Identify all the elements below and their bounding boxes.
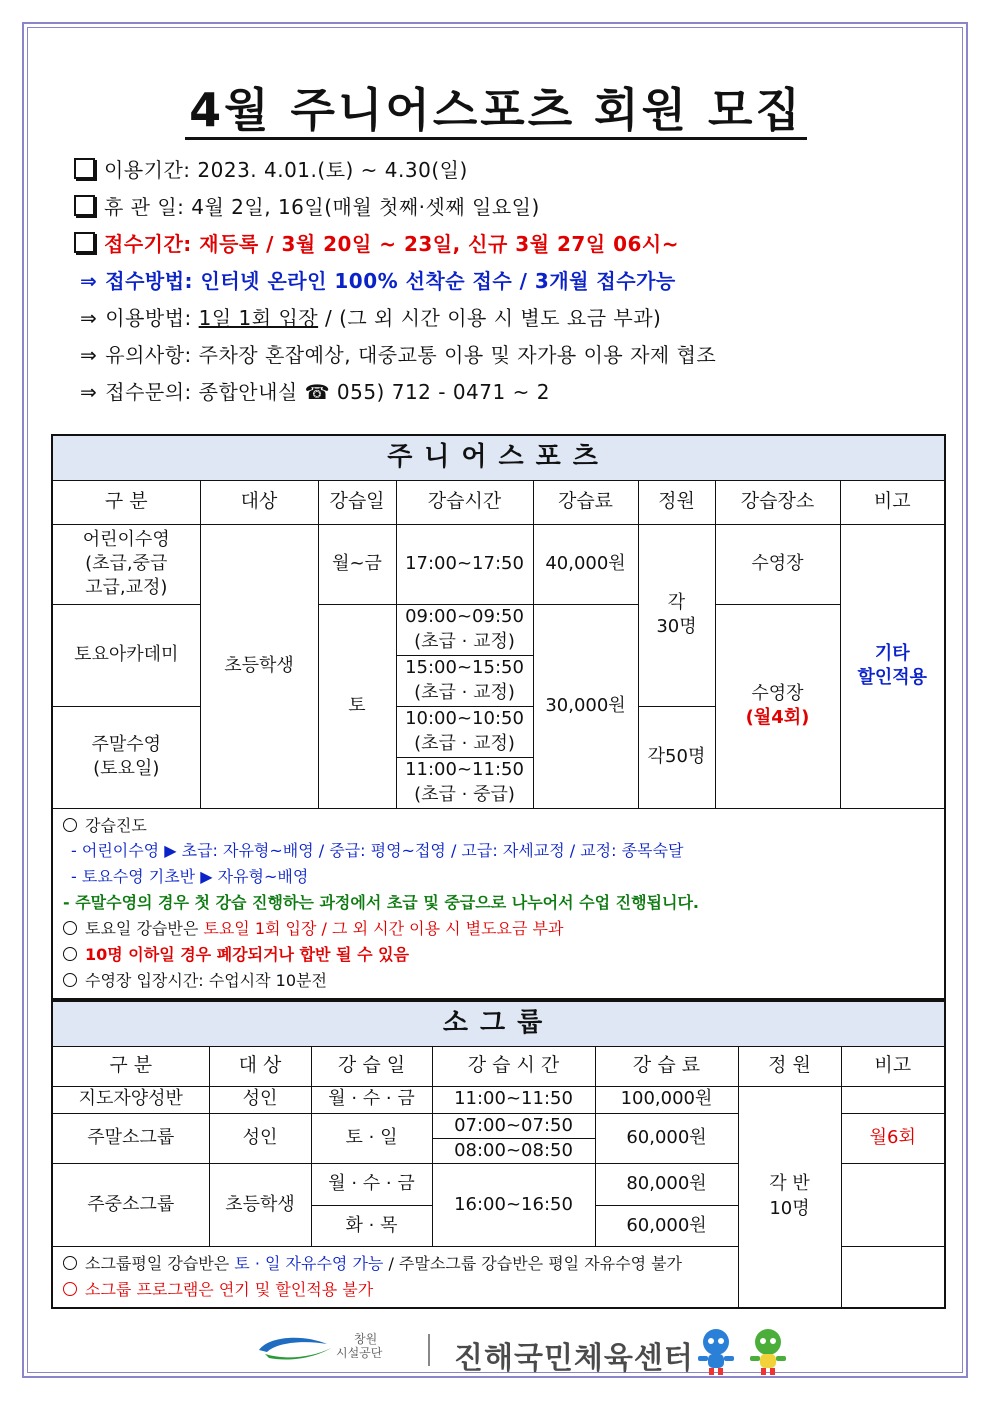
circle-bullet-icon: [63, 1256, 77, 1270]
fee-cell: 100,000원: [595, 1086, 738, 1113]
note-cell: [841, 1164, 945, 1247]
capacity-cell: 각50명: [638, 706, 715, 808]
small-group-notes: 소그룹평일 강습반은 토 · 일 자유수영 가능 / 주말소그룹 강습반은 평일 자유수영 불가 소그룹 프로그램은 연기 및 할인적용 불가: [52, 1247, 945, 1308]
changwon-logo-icon: [255, 1332, 335, 1362]
info-section: [70, 152, 950, 411]
junior-band: 주니어스포츠: [52, 435, 945, 480]
arrow-icon: ⇒: [80, 306, 98, 330]
usage-line: ⇒ 이용방법: 1일 1회 입장 / (그 외 시간 이용 시 별도 요금 부과): [80, 306, 662, 330]
col-header: 정원: [638, 480, 715, 524]
day-cell: 월 · 수 · 금: [311, 1164, 432, 1206]
col-header: 대상: [200, 480, 318, 524]
arrow-icon: ⇒: [80, 343, 98, 367]
junior-sports-table: [51, 434, 946, 1000]
col-header: 강 습 료: [595, 1046, 738, 1086]
time-cell: 09:00~09:50 (초급 · 교정): [396, 604, 533, 655]
arrow-icon: ⇒: [80, 269, 98, 293]
time-cell: 11:00~11:50: [432, 1086, 595, 1113]
program-name: 지도자양성반: [52, 1086, 209, 1113]
fee-cell: 30,000원: [533, 604, 638, 808]
fee-cell: 80,000원: [595, 1164, 738, 1206]
checkbox-icon: [74, 195, 95, 216]
target-cell: 초등학생: [209, 1164, 311, 1247]
program-name: 주말수영 (토요일): [52, 706, 200, 808]
capacity-cell: 각 30명: [638, 524, 715, 706]
org-name-small: 창원 시설공단: [336, 1332, 383, 1361]
caution-line: ⇒ 유의사항: 주차장 혼잡예상, 대중교통 이용 및 자가용 이용 자제 협조: [80, 343, 717, 367]
junior-notes: 강습진도 - 어린이수영 ▶ 초급: 자유형~배영 / 중급: 평영~접영 / 고급: 자세교정 / 교정: 종목숙달 - 토요수영 기초반 ▶ 자유형~배영 - 주말수영의 경우 첫 강습 진행하는 과정에서 초급 및 중급으로 나누어서 수업 진행됩니다. 토요일 강습반은 토요일 1회 입장 / 그 외 시간 이용 시 별도요금 부과 10명 이하일 경우 폐강되거나 합반 될 수 있음 수영장 입장시간: 수업시작 10분전: [52, 808, 945, 999]
small-group-table: [51, 1000, 946, 1309]
time-cell: 16:00~16:50: [432, 1164, 595, 1247]
circle-bullet-icon: [63, 1282, 77, 1296]
time-cell: 15:00~15:50 (초급 · 교정): [396, 655, 533, 706]
day-cell: 월 · 수 · 금: [311, 1086, 432, 1113]
col-header: 강습료: [533, 480, 638, 524]
logo-divider: [428, 1334, 430, 1366]
program-name: 주중소그룹: [52, 1164, 209, 1247]
program-name: 어린이수영 (초급,중급 고급,교정): [52, 524, 200, 604]
arrow-icon: ⇒: [80, 380, 98, 404]
page-title: 4월 주니어스포츠 회원 모집: [0, 74, 992, 140]
checkbox-icon: [74, 232, 95, 253]
note-cell: 월6회: [841, 1113, 945, 1164]
mascot-blue-icon: [694, 1326, 738, 1376]
time-cell: 17:00~17:50: [396, 524, 533, 604]
program-name: 토요아카데미: [52, 604, 200, 706]
place-cell: 수영장: [715, 524, 840, 604]
circle-bullet-icon: [63, 973, 77, 987]
col-header: 강습일: [318, 480, 396, 524]
target-cell: 성인: [209, 1113, 311, 1164]
small-group-band: 소그룹: [52, 1001, 945, 1046]
col-header: 비고: [840, 480, 945, 524]
col-header: 정 원: [738, 1046, 841, 1086]
checkbox-icon: [74, 158, 95, 179]
mascot-green-icon: [746, 1326, 790, 1376]
program-name: 주말소그룹: [52, 1113, 209, 1164]
note-cell: 기타 할인적용: [840, 524, 945, 808]
col-header: 구 분: [52, 480, 200, 524]
day-cell: 토: [318, 604, 396, 808]
day-cell: 토 · 일: [311, 1113, 432, 1164]
col-header: 강 습 일: [311, 1046, 432, 1086]
registration-line: 접수기간: 재등록 / 3월 20일 ~ 23일, 신규 3월 27일 06시~: [70, 226, 950, 263]
period-line: 이용기간: 2023. 4.01.(토) ~ 4.30(일): [70, 152, 950, 189]
fee-cell: 60,000원: [595, 1206, 738, 1247]
circle-bullet-icon: [63, 818, 77, 832]
circle-bullet-icon: [63, 947, 77, 961]
circle-bullet-icon: [63, 921, 77, 935]
target-cell: 초등학생: [200, 524, 318, 808]
center-name: 진해국민체육센터: [454, 1341, 694, 1376]
time-cell: 08:00~08:50: [432, 1138, 595, 1163]
closed-line: 휴 관 일: 4월 2일, 16일(매월 첫째·셋째 일요일): [70, 189, 950, 226]
time-cell: 07:00~07:50: [432, 1113, 595, 1138]
col-header: 강습시간: [396, 480, 533, 524]
footer: [0, 1320, 992, 1380]
fee-cell: 60,000원: [595, 1113, 738, 1164]
inquiry-line: ⇒ 접수문의: 종합안내실 ☎ 055) 712 - 0471 ~ 2: [80, 380, 550, 404]
day-cell: 월~금: [318, 524, 396, 604]
method-line: ⇒ 접수방법: 인터넷 온라인 100% 선착순 접수 / 3개월 접수가능: [80, 269, 676, 293]
time-cell: 11:00~11:50 (초급 · 중급): [396, 757, 533, 808]
col-header: 강습장소: [715, 480, 840, 524]
note-cell: [841, 1086, 945, 1113]
col-header: 강 습 시 간: [432, 1046, 595, 1086]
col-header: 구 분: [52, 1046, 209, 1086]
col-header: 대 상: [209, 1046, 311, 1086]
target-cell: 성인: [209, 1086, 311, 1113]
place-cell: 수영장 (월4회): [715, 604, 840, 808]
capacity-cell: 각 반 10명: [738, 1086, 841, 1308]
day-cell: 화 · 목: [311, 1206, 432, 1247]
col-header: 비고: [841, 1046, 945, 1086]
time-cell: 10:00~10:50 (초급 · 교정): [396, 706, 533, 757]
fee-cell: 40,000원: [533, 524, 638, 604]
